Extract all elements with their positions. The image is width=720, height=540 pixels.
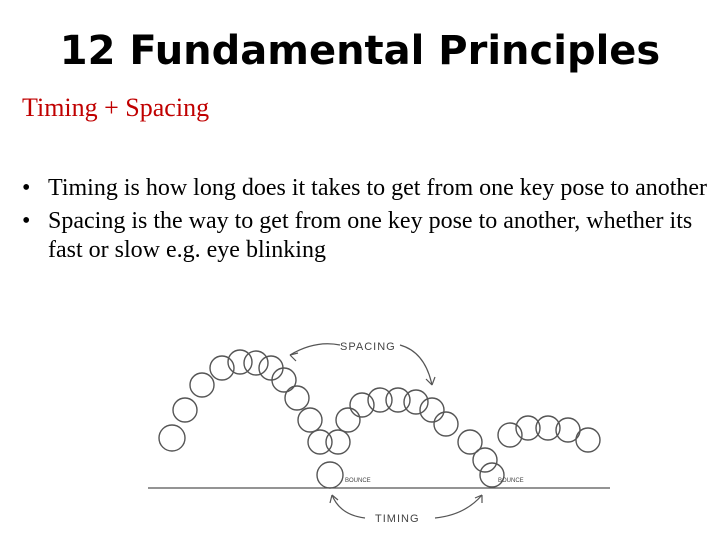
ball-frame [308,430,332,454]
bullet-text-timing: Timing is how long does it takes to get from one key pose to another [48,175,708,201]
ball-frame [244,351,268,375]
ball-frame [473,448,497,472]
slide-title: 12 Fundamental Principles [59,28,661,74]
bullet-list [22,174,712,269]
ball-frame [576,428,600,452]
ball-frame [368,388,392,412]
timing-arrow-right [435,495,482,518]
ball-frame [285,386,309,410]
bullet-text-spacing: Spacing is the way to get from one key pose to another, whether its fast or slow e.g. eye blinking [48,208,693,263]
ball-frame [173,398,197,422]
bounce-label-right: BOUNCE [498,478,524,484]
spacing-arrowhead-left [290,353,298,361]
ball-frame [159,425,185,451]
ball-frame [336,408,360,432]
ball-frame [350,393,374,417]
ball-frame [404,390,428,414]
bullet-dot: • [22,208,31,234]
ball-frame [298,408,322,432]
timing-label: TIMING [375,513,420,525]
ball-frame [434,412,458,436]
ball-frame [317,462,343,488]
bullet-item-timing [22,174,712,203]
ball-frame [272,368,296,392]
ball-frame [259,356,283,380]
spacing-arrow-right [400,345,432,385]
bouncing-ball-diagram [140,330,620,540]
bounce-label-left: BOUNCE [345,478,371,484]
slide-subtitle: Timing + Spacing [22,93,210,122]
spacing-label: SPACING [340,341,396,353]
bullet-item-spacing [22,207,712,265]
bullet-dot: • [22,175,31,201]
ball-frame [190,373,214,397]
ball-sketch-group [148,344,610,518]
ball-frame [420,398,444,422]
ball-frame [326,430,350,454]
